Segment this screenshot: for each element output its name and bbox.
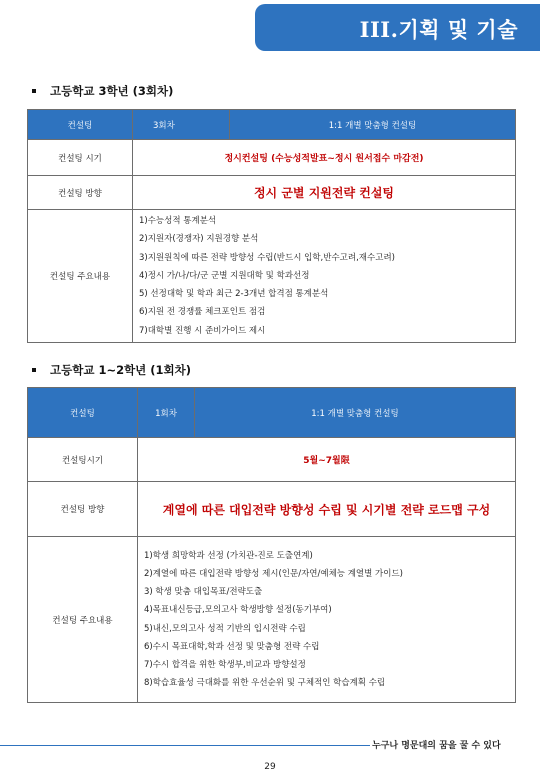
section2-table <box>27 387 516 703</box>
list-item: 8)학습효율성 극대화를 위한 우선순위 및 구체적인 학습계획 수립 <box>144 678 386 689</box>
chapter-title <box>360 14 518 44</box>
row-value: 5월~7월限 <box>138 438 516 482</box>
row-label: 컨설팅 주요내용 <box>28 537 138 703</box>
list-item: 5)내신,모의고사 성적 기반의 입시전략 수립 <box>144 623 306 634</box>
row-value: 정시 군별 지원전략 컨설팅 <box>133 176 516 210</box>
chapter-numeral: III. <box>359 17 399 42</box>
section1-title <box>32 83 173 99</box>
list-item: 3) 학생 맞춤 대입목표/전략도출 <box>144 587 263 598</box>
row-value: 계열에 따른 대입전략 방향성 수립 및 시기별 전략 로드맵 구성 <box>138 482 516 537</box>
list-item: 1)학생 희망학과 선정 (가치관-진로 도출연계) <box>144 550 313 561</box>
row-label: 컨설팅 방향 <box>28 176 133 210</box>
bullet-icon <box>32 368 36 372</box>
list-item: 6)수시 목표대학,학과 선정 및 맞춤형 전략 수립 <box>144 641 320 652</box>
chapter-name: 기획 및 기술 <box>398 18 518 42</box>
list-item: 7)대학별 진행 시 준비가이드 제시 <box>139 325 266 336</box>
header-cell: 1:1 개별 맞춤형 컨설팅 <box>230 110 516 140</box>
section1-table <box>27 109 516 343</box>
table-row <box>28 140 516 176</box>
section1-title-text: 고등학교 3학년 (3회차) <box>50 84 174 98</box>
table-row <box>28 482 516 537</box>
section2-title <box>32 362 191 378</box>
list-item: 4)목표내신등급,모의고사 학생방향 설정(동기부여) <box>144 605 332 616</box>
header-cell: 1회차 <box>138 388 195 438</box>
list-item: 6)지원 전 경쟁률 체크포인트 점검 <box>139 307 266 318</box>
table-row <box>28 176 516 210</box>
header-cell: 3회차 <box>133 110 230 140</box>
list-item: 3)지원원칙에 따른 전략 방향성 수립(반드시 입학,반수고려,재수고려) <box>139 252 395 263</box>
footer-rule <box>0 745 370 746</box>
content-list <box>138 537 516 703</box>
list-item: 1)수능성적 통계분석 <box>139 216 217 227</box>
list-item: 5) 선정대학 및 학과 최근 2-3개년 합격점 통계분석 <box>139 289 329 300</box>
header-banner <box>255 4 540 51</box>
table-row <box>28 210 516 343</box>
header-cell: 1:1 개별 맞춤형 컨설팅 <box>195 388 516 438</box>
list-item: 2)계열에 따른 대입전략 방향성 제시(인문/자연/예체능 계열별 가이드) <box>144 568 403 579</box>
bullet-icon <box>32 89 36 93</box>
list-item: 4)정시 가/나/다/군 군별 지원대학 및 학과선정 <box>139 270 310 281</box>
section2-header-row <box>28 388 516 438</box>
list-item: 2)지원자(경쟁자) 지원경향 분석 <box>139 234 259 245</box>
header-cell: 컨설팅 <box>28 388 138 438</box>
section2-title-text: 고등학교 1~2학년 (1회차) <box>50 363 192 377</box>
list-item: 7)수시 합격을 위한 학생부,비교과 방향설정 <box>144 659 306 670</box>
row-label: 컨설팅시기 <box>28 438 138 482</box>
table-row <box>28 537 516 703</box>
section1-header-row <box>28 110 516 140</box>
row-label: 컨설팅 주요내용 <box>28 210 133 343</box>
footer-slogan: 누구나 명문대의 꿈을 꿀 수 있다 <box>372 741 501 751</box>
table-row <box>28 438 516 482</box>
row-value: 정시컨설팅 (수능성적발표~정시 원서접수 마감전) <box>133 140 516 176</box>
content-list <box>133 210 516 343</box>
page-number: 29 <box>264 762 276 772</box>
row-label: 컨설팅 시기 <box>28 140 133 176</box>
header-cell: 컨설팅 <box>28 110 133 140</box>
row-label: 컨설팅 방향 <box>28 482 138 537</box>
